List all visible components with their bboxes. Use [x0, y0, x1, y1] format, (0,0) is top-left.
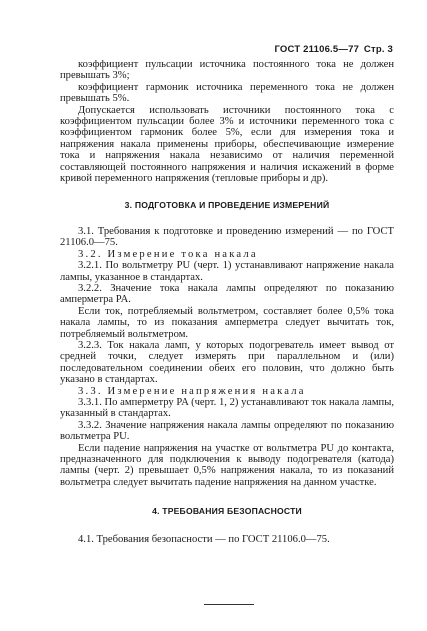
- standard-number: ГОСТ 21106.5—77: [274, 44, 360, 55]
- paragraph-allowance: Допускается использовать источники постоянного тока с коэффициентом пульсации более 3% и источники переменного тока с коэффициентом гармоник более 5%, если для измерения тока и напряжения накала применены приборы, обеспечивающие измерение тока и напряжения накала независимо от наличия переменной составляющей постоянного напряжения и наличия искажений в форме кривой переменного напряжения (тепловые приборы и др).: [60, 104, 394, 185]
- page-header: [272, 44, 393, 55]
- clause-3-3-2: 3.3.2. Значение напряжения накала лампы определяют по показанию вольтметра PU.: [60, 419, 394, 443]
- document-body: [60, 59, 394, 545]
- page-number: Стр. 3: [363, 44, 393, 55]
- section-4-title: 4. ТРЕБОВАНИЯ БЕЗОПАСНОСТИ: [152, 506, 302, 517]
- clause-3-2: 3.2. Измерение тока накала: [78, 248, 258, 260]
- clause-3-3-2-note: Если падение напряжения на участке от вольтметра PU до контакта, предназначенного для подключения к выводу подогревателя (катода) лампы (черт. 2) превышает 0,5% напряжения накала, то из показаний вольтметра следует вычитать падение напряжения на данном участке.: [60, 442, 394, 488]
- clause-3-1: 3.1. Требования к подготовке и проведению измерений — по ГОСТ 21106.0—75.: [60, 225, 394, 249]
- clause-3-2-1: 3.2.1. По вольтметру PU (черт. 1) устанавливают напряжение накала лампы, указанное в стандартах.: [60, 260, 394, 283]
- clause-4-1: 4.1. Требования безопасности — по ГОСТ 21106.0—75.: [78, 533, 330, 545]
- paragraph-harmonics: коэффициент гармоник источника переменного тока не должен превышать 5%.: [60, 81, 394, 105]
- section-3-title: 3. ПОДГОТОВКА И ПРОВЕДЕНИЕ ИЗМЕРЕНИЙ: [124, 200, 330, 211]
- clause-3-3-1: 3.3.1. По амперметру PA (черт. 1, 2) устанавливают ток накала лампы, указанный в стандартах.: [60, 396, 394, 420]
- clause-3-3: 3.3. Измерение напряжения накала: [78, 385, 306, 397]
- paragraph-ripple: коэффициент пульсации источника постоянного тока не должен превышать 3%;: [60, 59, 394, 82]
- clause-3-2-2-note: Если ток, потребляемый вольтметром, составляет более 0,5% тока накала лампы, то из показания амперметра следует вычитать ток, потребляемый вольтметром.: [60, 305, 394, 340]
- clause-3-2-2: 3.2.2. Значение тока накала лампы определяют по показанию амперметра PA.: [60, 282, 394, 306]
- clause-3-2-3: 3.2.3. Ток накала ламп, у которых подогреватель имеет вывод от средней точки, следует измерять при параллельном и (или) последовательном соединении обеих его половин, что должно быть указано в стандартах.: [60, 339, 394, 386]
- closing-rule: [204, 604, 254, 605]
